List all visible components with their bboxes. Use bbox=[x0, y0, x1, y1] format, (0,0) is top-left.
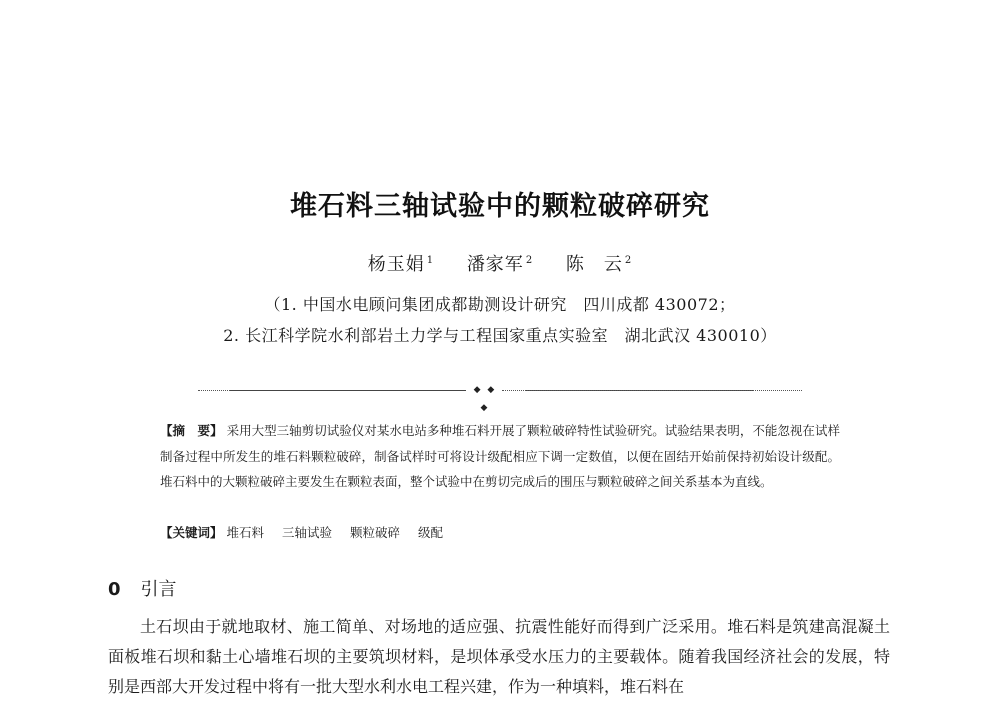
keyword: 颗粒破碎 bbox=[350, 525, 401, 540]
section-heading bbox=[108, 575, 177, 601]
abstract bbox=[160, 418, 840, 495]
keyword: 三轴试验 bbox=[282, 525, 333, 540]
author-list bbox=[0, 250, 1000, 276]
keywords bbox=[160, 520, 840, 545]
paper-title: 堆石料三轴试验中的颗粒破碎研究 bbox=[290, 191, 710, 222]
separator-line-right bbox=[502, 390, 802, 391]
section-title: 引言 bbox=[140, 579, 177, 600]
affiliation-2: 2. 长江科学院水利部岩土力学与工程国家重点实验室 湖北武汉 430010） bbox=[223, 326, 777, 345]
body-paragraph: 土石坝由于就地取材、施工简单、对场地的适应强、抗震性能好而得到广泛采用。堆石料是筑建高混凝土面板堆石坝和黏土心墙堆石坝的主要筑坝材料，是坝体承受水压力的主要载体。随着我国经济社会的发展，特别是西部大开发过程中将有一批大型水利水电工程兴建，作为一种填料，堆石料在 bbox=[108, 617, 890, 696]
author: 杨玉娟 $^1$ bbox=[367, 254, 435, 275]
abstract-text: 采用大型三轴剪切试验仪对某水电站多种堆石料开展了颗粒破碎特性试验研究。试验结果表明，不能忽视在试样制备过程中所发生的堆石料颗粒破碎，制备试样时可将设计级配相应下调一定数值，以便在固结开始前保持初始设计级配。堆石料中的大颗粒破碎主要发生在颗粒表面，整个试验中在剪切完成后的围压与颗粒破碎之间关系基本为直线。 bbox=[160, 423, 840, 490]
section-number: 0 bbox=[108, 579, 121, 600]
keyword: 堆石料 bbox=[226, 525, 265, 540]
abstract-label: 【摘 要】 bbox=[160, 423, 223, 438]
diamond-ornament-icon: ◆ ◆ ◆ bbox=[473, 385, 497, 413]
author: 潘家军 $^2$ bbox=[466, 254, 534, 275]
keyword: 级配 bbox=[418, 525, 444, 540]
author: 陈 云 $^2$ bbox=[565, 254, 633, 275]
affiliation-1: （1. 中国水电顾问集团成都勘测设计研究 四川成都 430072； bbox=[264, 295, 736, 314]
separator-line-left-solid bbox=[230, 390, 466, 391]
keywords-label: 【关键词】 bbox=[160, 525, 223, 540]
section-separator bbox=[198, 385, 802, 413]
